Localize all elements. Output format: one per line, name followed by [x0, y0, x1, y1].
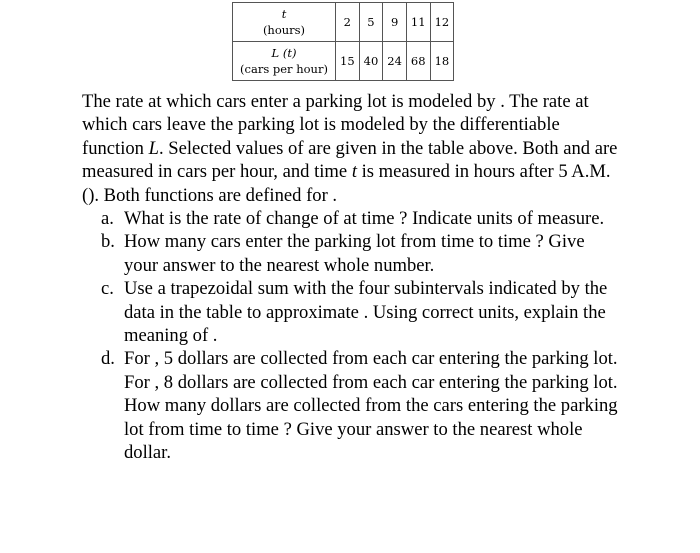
question-item — [82, 347, 622, 464]
values-table-container — [232, 2, 454, 81]
l-variable-label: L (t) — [271, 45, 297, 60]
t-value-cell: 5 — [359, 3, 383, 42]
question-item — [82, 207, 622, 230]
problem-intro — [82, 90, 622, 207]
l-value-cell: 18 — [430, 42, 454, 81]
question-marker: d. — [101, 348, 115, 370]
question-marker: a. — [101, 208, 114, 230]
question-marker: c. — [101, 278, 114, 300]
t-value-cell: 11 — [406, 3, 430, 42]
t-value-cell: 12 — [430, 3, 454, 42]
question-item — [82, 230, 622, 277]
t-value-cell: 2 — [336, 3, 360, 42]
question-text: How many cars enter the parking lot from time to time ? Give your answer to the nearest whole number. — [124, 231, 585, 276]
function-name-l: L — [148, 137, 159, 159]
l-unit-label: (cars per hour) — [240, 61, 328, 76]
t-header-cell — [233, 3, 336, 42]
question-text: What is the rate of change of at time ? Indicate units of measure. — [124, 208, 605, 230]
intro-part-3: is measured in hours after 5 A.M. (). Both functions are defined for . — [82, 161, 611, 206]
table-row-t — [233, 3, 454, 42]
table-row-l — [233, 42, 454, 81]
problem-text — [82, 90, 622, 465]
values-table — [232, 2, 454, 81]
l-value-cell: 24 — [383, 42, 407, 81]
l-header-cell — [233, 42, 336, 81]
question-text: For , 5 dollars are collected from each car entering the parking lot. For , 8 dollars are collected from each car entering the parking lot. How many dollars are collected from the cars entering the parking lot from time to time ? Give your answer to the nearest whole dollar. — [124, 348, 618, 464]
l-value-cell: 15 — [336, 42, 360, 81]
t-variable-label: t — [281, 6, 287, 21]
question-text: Use a trapezoidal sum with the four subintervals indicated by the data in the table to approximate . Using correct units, explain the meaning of . — [124, 278, 608, 347]
t-unit-label: (hours) — [262, 22, 306, 37]
l-value-cell: 68 — [406, 42, 430, 81]
t-value-cell: 9 — [383, 3, 407, 42]
question-item — [82, 277, 622, 347]
intro-part-1: The rate at which cars enter a parking lot is modeled by . The rate at which cars leave the parking lot is modeled by the differentiable function — [82, 91, 589, 159]
question-list — [82, 207, 622, 464]
intro-part-2: . Selected values of are given in the table above. Both and are measured in cars per hour, and time — [82, 137, 618, 183]
l-value-cell: 40 — [359, 42, 383, 81]
time-variable-t: t — [351, 161, 357, 183]
question-marker: b. — [101, 231, 115, 253]
